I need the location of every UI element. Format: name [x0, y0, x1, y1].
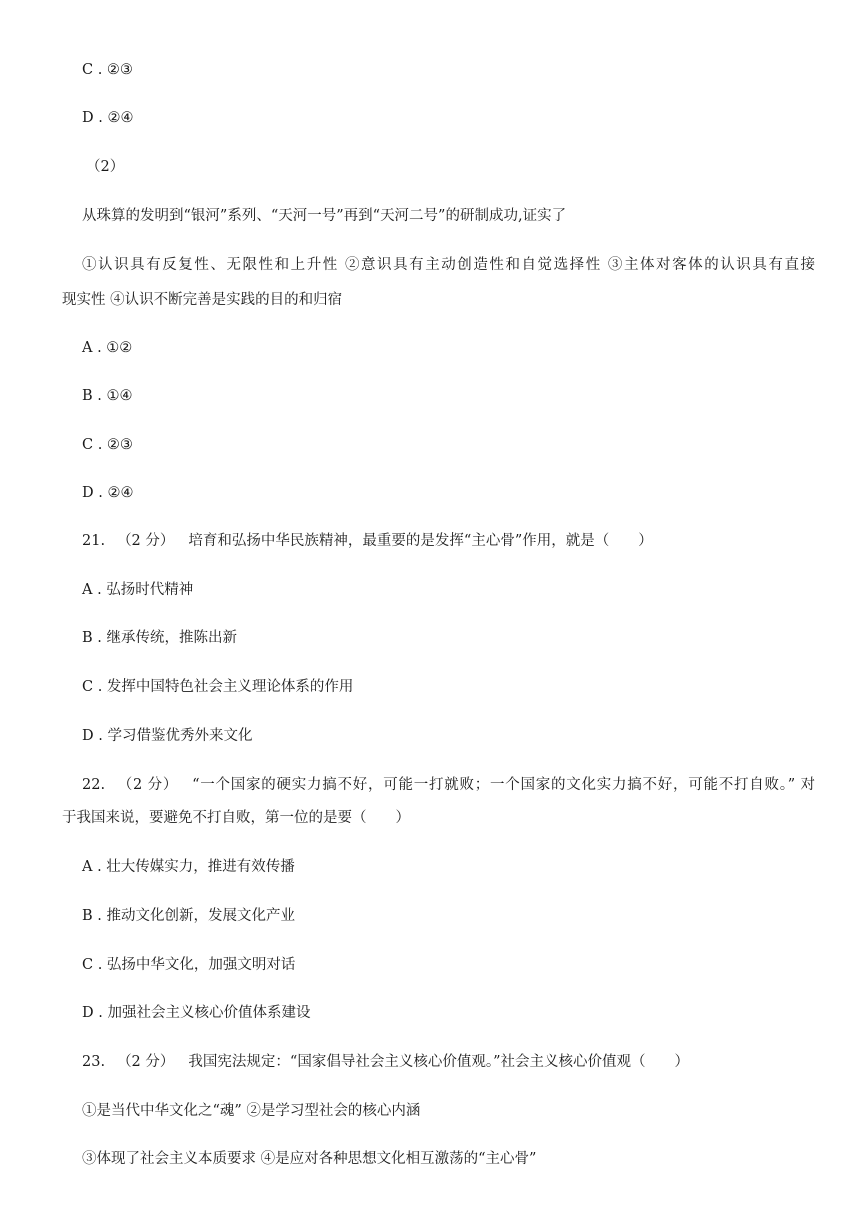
sub-question-label: （2）	[86, 159, 125, 175]
question-score: （2 分）	[117, 533, 175, 549]
question-stem: “一个国家的硬实力搞不好，可能一打就败；一个国家的文化实力搞不好，可能不打自败。” 对	[192, 777, 815, 793]
question-stem: 从珠算的发明到“银河”系列、“天河一号”再到“天河二号”的研制成功,证实了	[82, 208, 567, 224]
question-number: 22.	[82, 777, 106, 793]
option-b: B . 继承传统，推陈出新	[82, 630, 237, 646]
statement-line: ①是当代中华文化之“魂” ②是学习型社会的核心内涵	[82, 1103, 421, 1119]
question-stem-continued: 于我国来说，要避免不打自败，第一位的是要（ ）	[62, 810, 410, 826]
statement-line: ③体现了社会主义本质要求 ④是应对各种思想文化相互激荡的“主心骨”	[82, 1151, 537, 1167]
question-stem: 我国宪法规定：“国家倡导社会主义核心价值观。”社会主义核心价值观（ ）	[188, 1054, 689, 1070]
option-a: A . 壮大传媒实力，推进有效传播	[82, 859, 295, 875]
statements-line-1: ①认识具有反复性、无限性和上升性 ②意识具有主动创造性和自觉选择性 ③主体对客体的认识具有直接	[82, 257, 815, 273]
option-c: C . 发挥中国特色社会主义理论体系的作用	[82, 679, 354, 695]
option-c: C . ②③	[82, 437, 133, 453]
question-number: 23.	[82, 1054, 106, 1070]
option-a: A . 弘扬时代精神	[82, 582, 194, 598]
question-score: （2 分）	[117, 1054, 175, 1070]
question-score: （2 分）	[117, 777, 179, 793]
option-c: C . 弘扬中华文化，加强文明对话	[82, 957, 296, 973]
question-23	[82, 1052, 689, 1072]
question-22	[82, 775, 815, 795]
option-d: D . 学习借鉴优秀外来文化	[82, 728, 253, 744]
question-stem: 培育和弘扬中华民族精神，最重要的是发挥“主心骨”作用，就是（ ）	[188, 533, 653, 549]
option-c: C . ②③	[82, 62, 133, 78]
option-d: D . 加强社会主义核心价值体系建设	[82, 1005, 311, 1021]
option-a: A . ①②	[82, 340, 133, 356]
option-b: B . 推动文化创新，发展文化产业	[82, 908, 295, 924]
option-d: D . ②④	[82, 110, 134, 126]
statements-line-2: 现实性 ④认识不断完善是实践的目的和归宿	[62, 292, 343, 308]
option-d: D . ②④	[82, 485, 134, 501]
question-number: 21.	[82, 533, 106, 549]
question-21	[82, 531, 653, 551]
option-b: B . ①④	[82, 388, 133, 404]
